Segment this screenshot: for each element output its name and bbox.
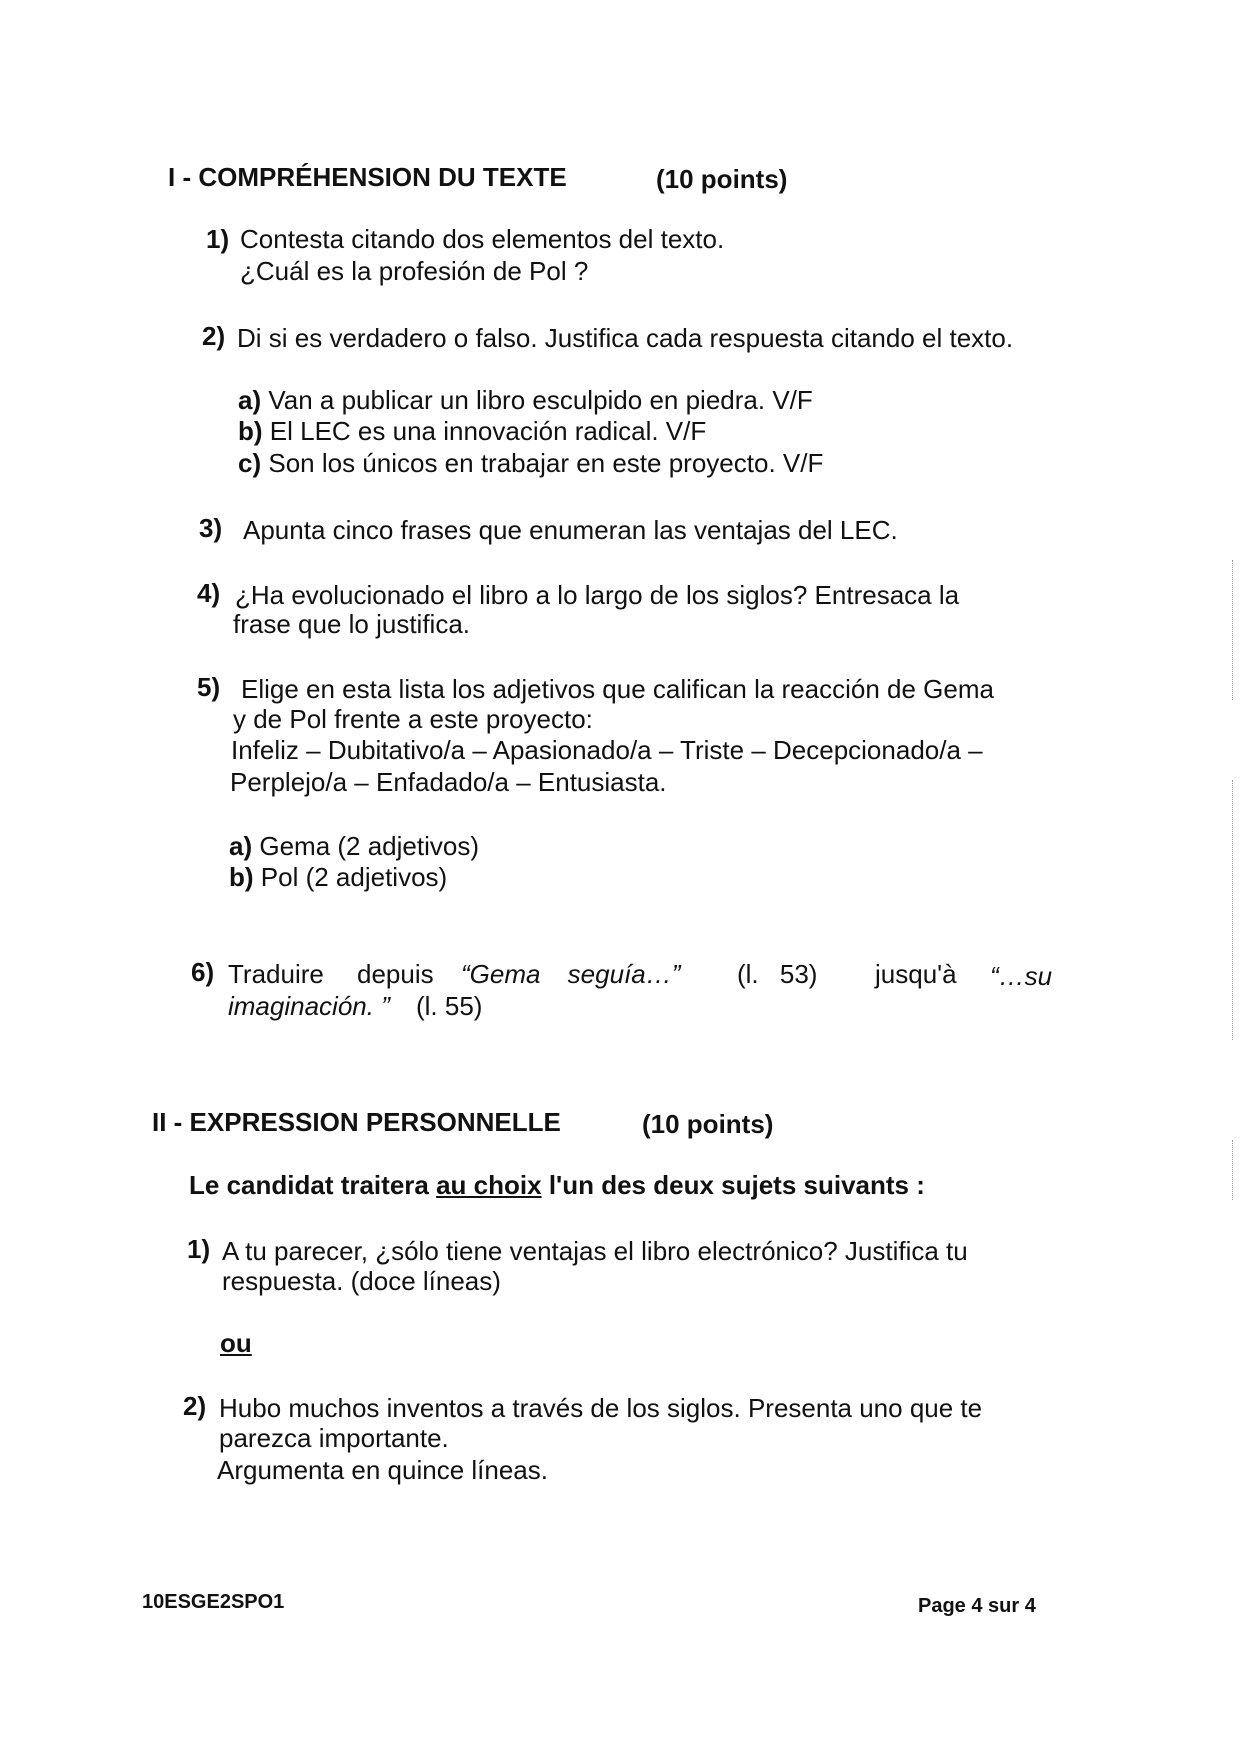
instruction-underlined: au choix bbox=[436, 1170, 542, 1200]
item-text: El LEC es una innovación radical. V/F bbox=[269, 416, 707, 446]
scan-artifact bbox=[1232, 780, 1235, 1040]
question-5-item-a bbox=[229, 831, 479, 862]
question-5-item-b bbox=[229, 862, 447, 893]
item-text: Pol (2 adjetivos) bbox=[260, 862, 448, 892]
item-label: b) bbox=[238, 416, 263, 446]
question-6-quote-end-part1: “…su bbox=[990, 961, 1053, 991]
question-6-quote-end-part2: imaginación. ” bbox=[228, 991, 390, 1021]
question-4-number: 4) bbox=[197, 578, 221, 608]
item-text: Son los únicos en trabajar en este proyecto. V/F bbox=[268, 448, 824, 478]
question-5-line-4: Perplejo/a – Enfadado/a – Entusiasta. bbox=[230, 767, 667, 797]
scan-artifact bbox=[1232, 560, 1235, 700]
item-label: b) bbox=[229, 862, 254, 892]
question-1 bbox=[206, 224, 229, 255]
question-6-ref-end: (l. 55) bbox=[416, 991, 483, 1021]
instruction-text-after: l'un des deux sujets suivants : bbox=[548, 1170, 925, 1200]
footer-page-number: Page 4 sur 4 bbox=[918, 1595, 1036, 1617]
question-6-word-jusqua: jusqu'à bbox=[875, 959, 957, 989]
section2-instruction bbox=[189, 1170, 925, 1201]
section2-question-2-line-3: Argumenta en quince líneas. bbox=[217, 1455, 548, 1485]
section2-question-2-number: 2) bbox=[183, 1391, 207, 1421]
question-5-line-2: y de Pol frente a este proyecto: bbox=[233, 704, 593, 734]
question-1-line-2: ¿Cuál es la profesión de Pol ? bbox=[240, 256, 589, 286]
question-5-number: 5) bbox=[197, 672, 221, 702]
section2-question-2-line-1: Hubo muchos inventos a través de los siglos. Presenta uno que te bbox=[219, 1393, 983, 1423]
question-5-line-1: Elige en esta lista los adjetivos que califican la reacción de Gema bbox=[241, 674, 994, 704]
question-2-item-b bbox=[238, 416, 706, 447]
question-2-item-c bbox=[238, 448, 823, 479]
item-label: c) bbox=[238, 448, 262, 478]
question-4-line-1: ¿Ha evolucionado el libro a lo largo de los siglos? Entresaca la bbox=[235, 580, 960, 610]
question-2-number: 2) bbox=[202, 321, 226, 351]
section2-question-1-line-1: A tu parecer, ¿sólo tiene ventajas el libro electrónico? Justifica tu bbox=[222, 1236, 968, 1266]
or-separator: ou bbox=[220, 1328, 252, 1358]
question-6-quote-start: “Gema seguía…” bbox=[461, 959, 681, 989]
instruction-text-before: Le candidat traitera bbox=[189, 1170, 429, 1200]
section1-title: I - COMPRÉHENSION DU TEXTE bbox=[168, 162, 567, 192]
question-1-number: 1) bbox=[206, 224, 230, 254]
section2-title: II - EXPRESSION PERSONNELLE bbox=[152, 1107, 561, 1137]
section2-question-2-line-2: parezca importante. bbox=[219, 1423, 449, 1453]
question-3-number: 3) bbox=[199, 513, 223, 543]
question-5-line-3: Infeliz – Dubitativo/a – Apasionado/a – Triste – Decepcionado/a – bbox=[231, 735, 983, 765]
section2-points: (10 points) bbox=[642, 1109, 774, 1139]
footer-exam-code: 10ESGE2SPO1 bbox=[142, 1591, 285, 1613]
section1-points: (10 points) bbox=[656, 164, 788, 194]
item-label: a) bbox=[229, 831, 253, 861]
question-3-text: Apunta cinco frases que enumeran las ventajas del LEC. bbox=[243, 515, 898, 545]
question-1-line-1: Contesta citando dos elementos del texto. bbox=[240, 224, 725, 254]
scan-artifact bbox=[1232, 1140, 1235, 1200]
question-6-word-traduire: Traduire bbox=[228, 959, 324, 989]
question-6-word-depuis: depuis bbox=[357, 959, 434, 989]
item-text: Gema (2 adjetivos) bbox=[259, 831, 480, 861]
item-label: a) bbox=[238, 385, 262, 415]
section2-question-1-number: 1) bbox=[187, 1234, 211, 1264]
question-6-number: 6) bbox=[191, 957, 215, 987]
section2-question-1-line-2: respuesta. (doce líneas) bbox=[222, 1266, 501, 1296]
question-2-text: Di si es verdadero o falso. Justifica cada respuesta citando el texto. bbox=[237, 323, 1014, 353]
question-2-item-a bbox=[238, 385, 813, 416]
item-text: Van a publicar un libro esculpido en piedra. V/F bbox=[268, 385, 813, 415]
question-6-ref-start: (l. 53) bbox=[737, 959, 818, 989]
question-4-line-2: frase que lo justifica. bbox=[233, 609, 471, 639]
